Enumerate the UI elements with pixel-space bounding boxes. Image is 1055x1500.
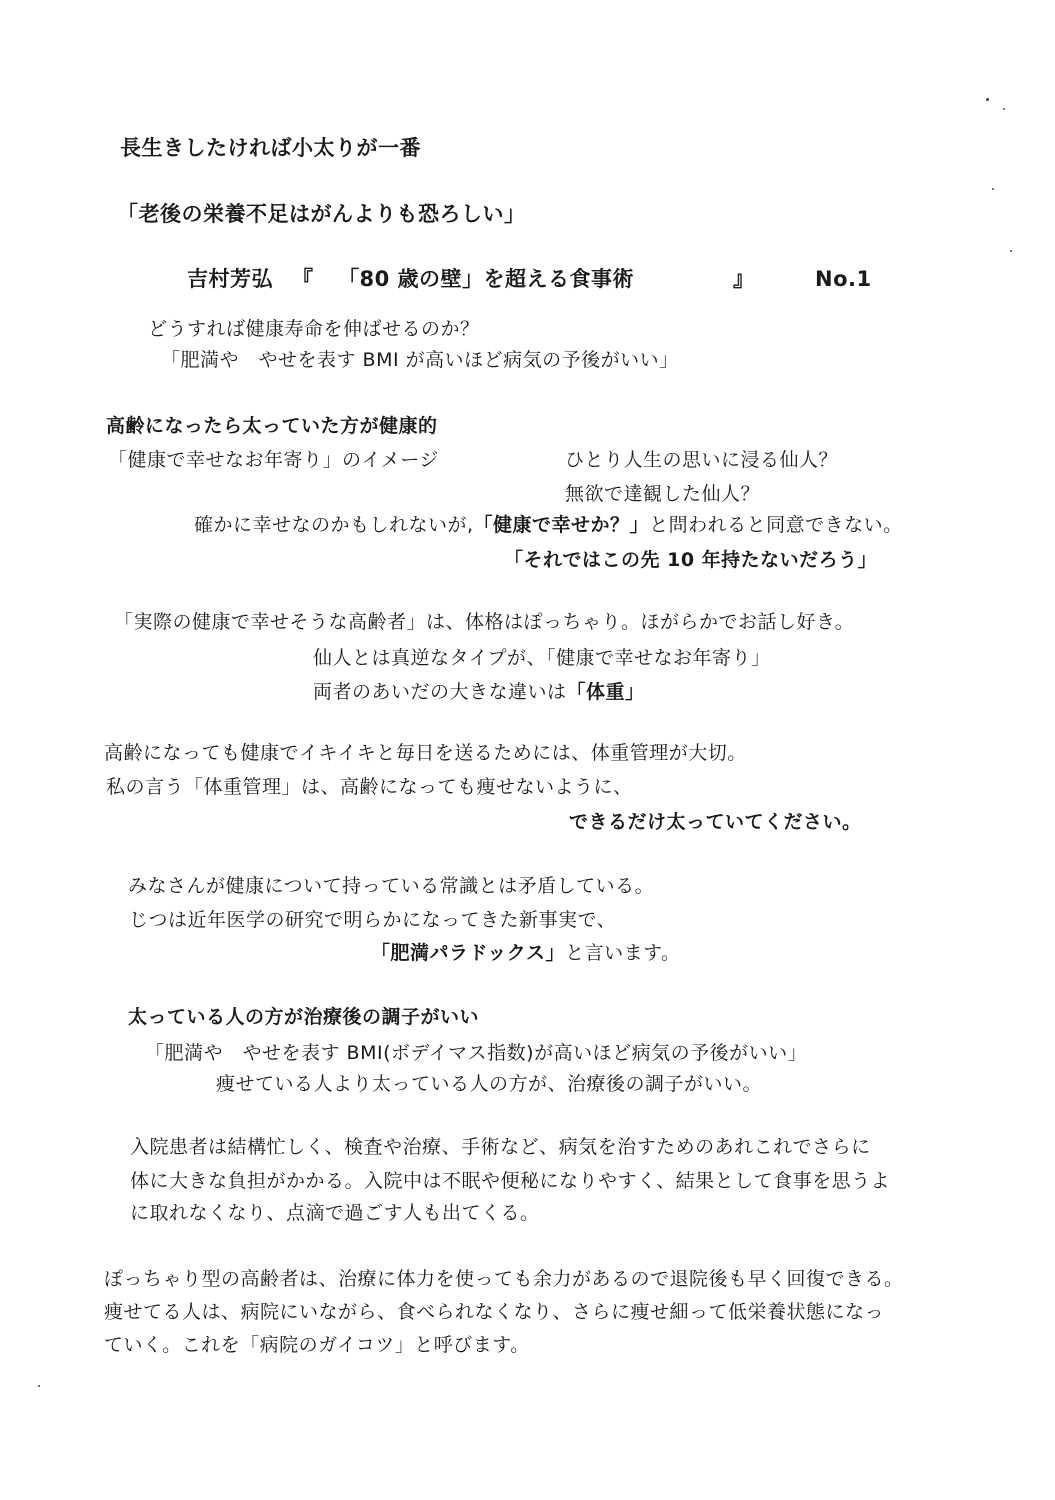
scan-speck	[38, 1385, 40, 1387]
difference-line	[313, 679, 645, 705]
recovery-line: 痩せている人より太っている人の方が、治療後の調子がいい。	[216, 1073, 763, 1095]
scan-speck	[986, 98, 989, 101]
scan-speck	[1003, 108, 1005, 110]
section-heading-recovery: 太っている人の方が治療後の調子がいい	[128, 1006, 480, 1028]
chubby-elderly-line-2: 痩せてる人は、病院にいながら、食べられなくなり、さらに痩せ細って低栄養状態になっ	[104, 1301, 885, 1323]
scan-speck	[992, 188, 994, 190]
open-bracket: 『	[292, 267, 314, 291]
hospital-line-1: 入院患者は結構忙しく、検査や治療、手術など、病気を治すためのあれこれでさらに	[130, 1136, 871, 1158]
chubby-elderly-line-3: ていく。これを「病院のガイコツ」と呼びます。	[104, 1334, 530, 1356]
title-line-2: 「老後の栄養不足はがんよりも恐ろしい」	[117, 202, 526, 226]
weight-management-emphasis: できるだけ太っていてください。	[569, 811, 862, 833]
book-title: 「80 歳の壁」を超える食事術	[338, 267, 635, 291]
difference-line-pre: 両者のあいだの大きな違いは	[313, 681, 567, 703]
sennin-question-2: 無欲で達観した仙人？	[565, 483, 761, 505]
intro-bmi-quote: 「肥満や やせを表す BMI が高いほど病気の予後がいい」	[161, 349, 679, 371]
intro-question: どうすれば健康寿命を伸ばせるのか？	[148, 318, 480, 340]
issue-number: No.1	[815, 267, 872, 291]
chubby-elderly-line-1: ぽっちゃり型の高齢者は、治療に体力を使っても余力があるので退院後も早く回復できる。	[104, 1268, 904, 1290]
doubt-line-emphasis: 「健康で幸せか？」	[473, 514, 650, 536]
doubt-line	[194, 512, 903, 538]
bmi-full-quote: 「肥満や やせを表す BMI(ボデイマス指数)が高いほど病気の予後がいい」	[145, 1042, 808, 1064]
ten-years-line: 「それではこの先 10 年持たないだろう」	[504, 549, 878, 571]
scan-speck	[1010, 250, 1012, 252]
common-sense-line-2: じつは近年医学の研究で明らかになってきた新事実で、	[129, 909, 617, 931]
weight-management-line-2: 私の言う「体重管理」は、高齢になっても痩せないように、	[106, 776, 633, 798]
obesity-paradox-line	[371, 940, 681, 966]
hospital-line-3: に取れなくなり、点滴で過ごす人も出てくる。	[130, 1202, 540, 1224]
common-sense-line-1: みなさんが健康について持っている常識とは矛盾している。	[128, 875, 655, 897]
obesity-paradox-post: と言います。	[565, 942, 681, 964]
close-bracket: 』	[733, 267, 755, 291]
obesity-paradox-term: 「肥満パラドックス」	[371, 942, 566, 964]
weight-management-line-1: 高齢になっても健康でイキイキと毎日を送るためには、体重管理が大切。	[104, 742, 747, 764]
image-label: 「健康で幸せなお年寄り」のイメージ	[108, 449, 439, 471]
hospital-line-2: 体に大きな負担がかかる。入院中は不眠や便秘になりやすく、結果として食事を思うよ	[130, 1170, 891, 1192]
section-heading-healthy: 高齢になったら太っていた方が健康的	[106, 415, 438, 437]
actual-elderly-line: 「実際の健康で幸せそうな高齢者」は、体格はぽっちゃり。ほがらかでお話し好き。	[114, 611, 855, 633]
opposite-type-line: 仙人とは真逆なタイプが、「健康で幸せなお年寄り」	[313, 647, 771, 669]
author-name: 吉村芳弘	[187, 267, 273, 291]
sennin-question-1: ひとり人生の思いに浸る仙人？	[565, 449, 839, 471]
doubt-line-pre: 確かに幸せなのかもしれないが,	[194, 514, 474, 536]
doubt-line-post: と問われると同意できない。	[649, 514, 903, 536]
title-line-1: 長生きしたければ小太りが一番	[120, 136, 421, 160]
difference-line-emphasis: 「体重」	[566, 681, 645, 703]
